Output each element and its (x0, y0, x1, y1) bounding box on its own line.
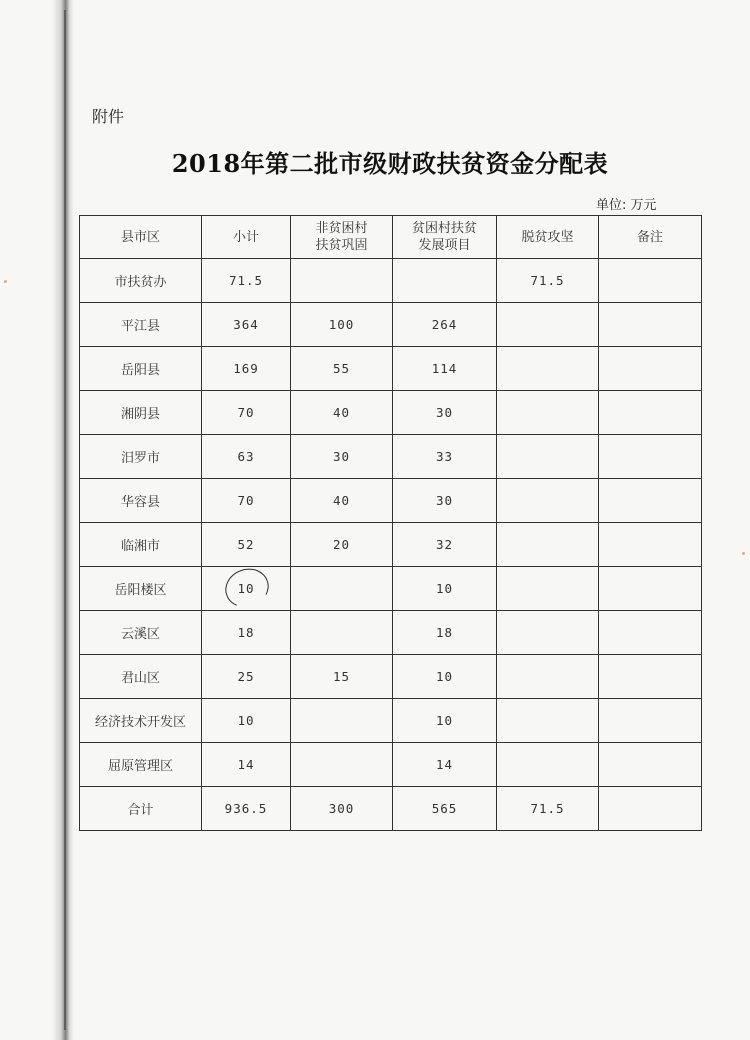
table-row (80, 523, 702, 567)
cell-non-poor-village (291, 611, 393, 655)
header-row (80, 216, 702, 259)
cell-county: 临湘市 (80, 523, 202, 567)
cell-non-poor-village (291, 699, 393, 743)
cell-remarks (599, 523, 702, 567)
table-row (80, 611, 702, 655)
cell-poverty-alleviation: 71.5 (497, 787, 599, 831)
cell-poverty-alleviation (497, 699, 599, 743)
cell-remarks (599, 611, 702, 655)
cell-county: 市扶贫办 (80, 259, 202, 303)
cell-poor-village (393, 259, 497, 303)
header-subtotal: 小计 (202, 216, 291, 259)
attachment-label: 附件 (92, 107, 125, 126)
cell-non-poor-village (291, 259, 393, 303)
cell-remarks (599, 787, 702, 831)
cell-non-poor-village: 15 (291, 655, 393, 699)
header-poor-village: 贫困村扶贫 发展项目 (393, 216, 497, 259)
table-row (80, 435, 702, 479)
unit-label: 单位: 万元 (596, 198, 657, 213)
document-title: 2018年第二批市级财政扶贫资金分配表 (171, 149, 609, 178)
cell-county: 岳阳县 (80, 347, 202, 391)
cell-non-poor-village: 20 (291, 523, 393, 567)
cell-non-poor-village: 30 (291, 435, 393, 479)
cell-poor-village: 114 (393, 347, 497, 391)
cell-poverty-alleviation (497, 655, 599, 699)
cell-subtotal: 70 (202, 391, 291, 435)
table-header (80, 216, 702, 259)
cell-subtotal: 71.5 (202, 259, 291, 303)
cell-remarks (599, 479, 702, 523)
cell-poor-village: 10 (393, 699, 497, 743)
cell-non-poor-village: 100 (291, 303, 393, 347)
table-row (80, 303, 702, 347)
cell-remarks (599, 699, 702, 743)
cell-poor-village: 14 (393, 743, 497, 787)
cell-poverty-alleviation (497, 347, 599, 391)
pen-circle-mark (220, 567, 274, 611)
cell-poverty-alleviation (497, 479, 599, 523)
cell-poverty-alleviation (497, 303, 599, 347)
cell-subtotal: 10 (202, 567, 291, 611)
cell-non-poor-village (291, 743, 393, 787)
cell-non-poor-village: 55 (291, 347, 393, 391)
cell-remarks (599, 347, 702, 391)
cell-poverty-alleviation (497, 391, 599, 435)
table-row (80, 743, 702, 787)
table-row (80, 347, 702, 391)
total-row (80, 787, 702, 831)
header-county: 县市区 (80, 216, 202, 259)
cell-non-poor-village (291, 567, 393, 611)
table-row (80, 655, 702, 699)
paper-speck (742, 552, 745, 555)
cell-poverty-alleviation (497, 743, 599, 787)
cell-county: 平江县 (80, 303, 202, 347)
cell-county: 汨罗市 (80, 435, 202, 479)
cell-subtotal: 63 (202, 435, 291, 479)
cell-poor-village: 10 (393, 655, 497, 699)
binding-shadow (52, 0, 74, 1040)
cell-county: 君山区 (80, 655, 202, 699)
cell-poverty-alleviation (497, 567, 599, 611)
cell-remarks (599, 435, 702, 479)
cell-remarks (599, 303, 702, 347)
cell-county: 屈原管理区 (80, 743, 202, 787)
cell-poor-village: 264 (393, 303, 497, 347)
cell-remarks (599, 259, 702, 303)
header-non-poor-village: 非贫困村 扶贫巩固 (291, 216, 393, 259)
cell-subtotal: 25 (202, 655, 291, 699)
cell-poor-village: 30 (393, 391, 497, 435)
cell-county: 经济技术开发区 (80, 699, 202, 743)
cell-remarks (599, 391, 702, 435)
cell-poverty-alleviation: 71.5 (497, 259, 599, 303)
cell-remarks (599, 743, 702, 787)
cell-county: 岳阳楼区 (80, 567, 202, 611)
cell-poor-village: 32 (393, 523, 497, 567)
cell-subtotal: 10 (202, 699, 291, 743)
cell-county: 合计 (80, 787, 202, 831)
table-row (80, 391, 702, 435)
cell-poor-village: 565 (393, 787, 497, 831)
binding-line (64, 10, 66, 1030)
cell-subtotal: 52 (202, 523, 291, 567)
cell-county: 华容县 (80, 479, 202, 523)
cell-subtotal: 936.5 (202, 787, 291, 831)
table-row (80, 259, 702, 303)
cell-poor-village: 30 (393, 479, 497, 523)
cell-non-poor-village: 300 (291, 787, 393, 831)
allocation-table (79, 215, 702, 831)
cell-poor-village: 33 (393, 435, 497, 479)
table-row (80, 479, 702, 523)
cell-poverty-alleviation (497, 435, 599, 479)
header-remarks: 备注 (599, 216, 702, 259)
cell-non-poor-village: 40 (291, 391, 393, 435)
cell-remarks (599, 567, 702, 611)
cell-remarks (599, 655, 702, 699)
cell-county: 云溪区 (80, 611, 202, 655)
cell-poor-village: 18 (393, 611, 497, 655)
cell-county: 湘阴县 (80, 391, 202, 435)
paper-speck (4, 280, 7, 283)
header-poverty-alleviation: 脱贫攻坚 (497, 216, 599, 259)
cell-subtotal: 169 (202, 347, 291, 391)
cell-subtotal: 18 (202, 611, 291, 655)
cell-poverty-alleviation (497, 611, 599, 655)
table-body (80, 259, 702, 831)
cell-subtotal: 70 (202, 479, 291, 523)
cell-poverty-alleviation (497, 523, 599, 567)
table-row (80, 699, 702, 743)
cell-poor-village: 10 (393, 567, 497, 611)
table-row (80, 567, 702, 611)
cell-subtotal: 364 (202, 303, 291, 347)
cell-subtotal: 14 (202, 743, 291, 787)
cell-non-poor-village: 40 (291, 479, 393, 523)
